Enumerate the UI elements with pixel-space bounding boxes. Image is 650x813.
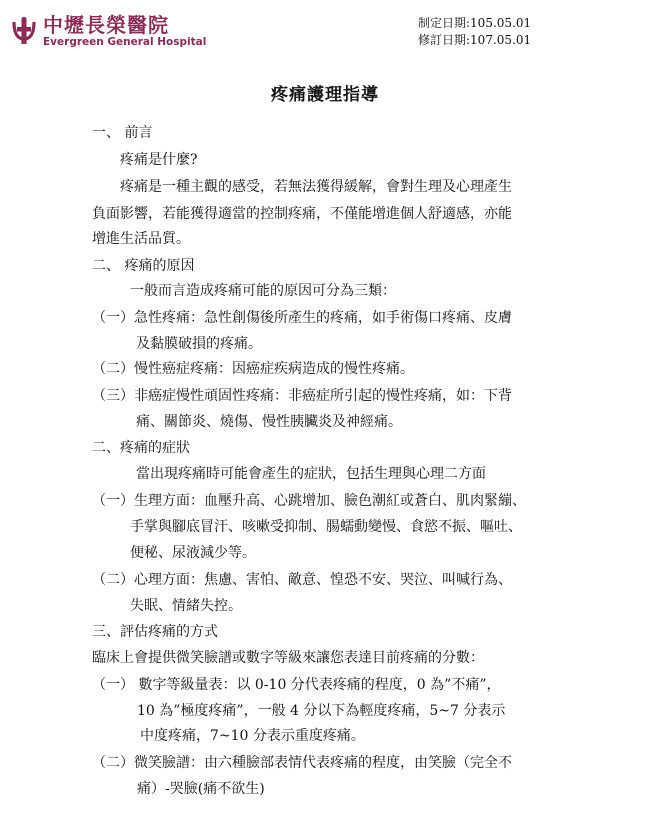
list-item: （二）慢性癌症疼痛：因癌症疾病造成的慢性疼痛。 [92,361,414,377]
section-heading: 二、疼痛的症狀 [92,440,190,456]
paragraph-line: 疼痛是什麼? [120,152,198,168]
section-heading: 二、 疼痛的原因 [92,258,195,274]
list-item: （二）心理方面：焦慮、害怕、敵意、惶恐不安、哭泣、叫喊行為、 [92,572,512,588]
list-item: （一）急性疼痛：急性創傷後所產生的疼痛，如手術傷口疼痛、皮膚 [92,310,512,326]
list-item-continuation: 手掌與腳底冒汗、咳嗽受抑制、腸蠕動變慢、食慾不振、嘔吐、 [130,519,522,535]
hospital-name-en: Evergreen General Hospital [43,36,207,48]
section-heading: 三、評估疼痛的方式 [92,624,218,640]
list-item: （三）非癌症慢性頑固性疼痛：非癌症所引起的慢性疼痛，如：下背 [92,388,512,404]
list-item: （一）生理方面：血壓升高、心跳增加、臉色潮紅或蒼白、肌肉緊繃、 [92,493,526,509]
paragraph-line: 一般而言造成疼痛可能的原因可分為三類： [130,283,396,299]
section-heading: 一、 前言 [92,125,153,141]
paragraph-line: 增進生活品質。 [92,231,190,247]
revised-date: 修訂日期:107.05.01 [418,33,532,47]
list-item-continuation: 失眠、情緒失控。 [130,598,242,614]
paragraph-line: 臨床上會提供微笑臉譜或數字等級來讓您表達目前疼痛的分數： [92,650,484,666]
document-title: 疼痛護理指導 [271,85,379,105]
hospital-emblem-icon [9,16,39,46]
list-item-continuation: 痛、關節炎、燒傷、慢性胰臟炎及神經痛。 [136,414,402,430]
paragraph-line: 當出現疼痛時可能會產生的症狀，包括生理與心理二方面 [136,466,486,482]
list-item-continuation: 10 為”極度疼痛”，一般 4 分以下為輕度疼痛，5~7 分表示 [137,703,506,719]
hospital-logo [9,13,207,48]
list-item: （二）微笑臉譜：由六種臉部表情代表疼痛的程度，由笑臉（完全不 [92,755,512,771]
paragraph-line: 疼痛是一種主觀的感受，若無法獲得緩解，會對生理及心理產生 [120,179,512,195]
list-item-continuation: 中度疼痛，7~10 分表示重度疼痛。 [140,728,365,744]
paragraph-line: 負面影響，若能獲得適當的控制疼痛，不僅能增進個人舒適感，亦能 [92,206,512,222]
list-item-continuation: 及黏膜破損的疼痛。 [136,336,262,352]
hospital-name-cn: 中壢長榮醫院 [43,13,169,37]
document-dates [418,15,531,49]
established-date: 制定日期:105.05.01 [418,16,532,30]
list-item-continuation: 痛）-哭臉(痛不欲生) [137,781,265,797]
list-item-continuation: 便秘、尿液減少等。 [130,545,256,561]
list-item: （一） 數字等級量表：以 0-10 分代表疼痛的程度，0 為”不痛”， [92,677,501,693]
